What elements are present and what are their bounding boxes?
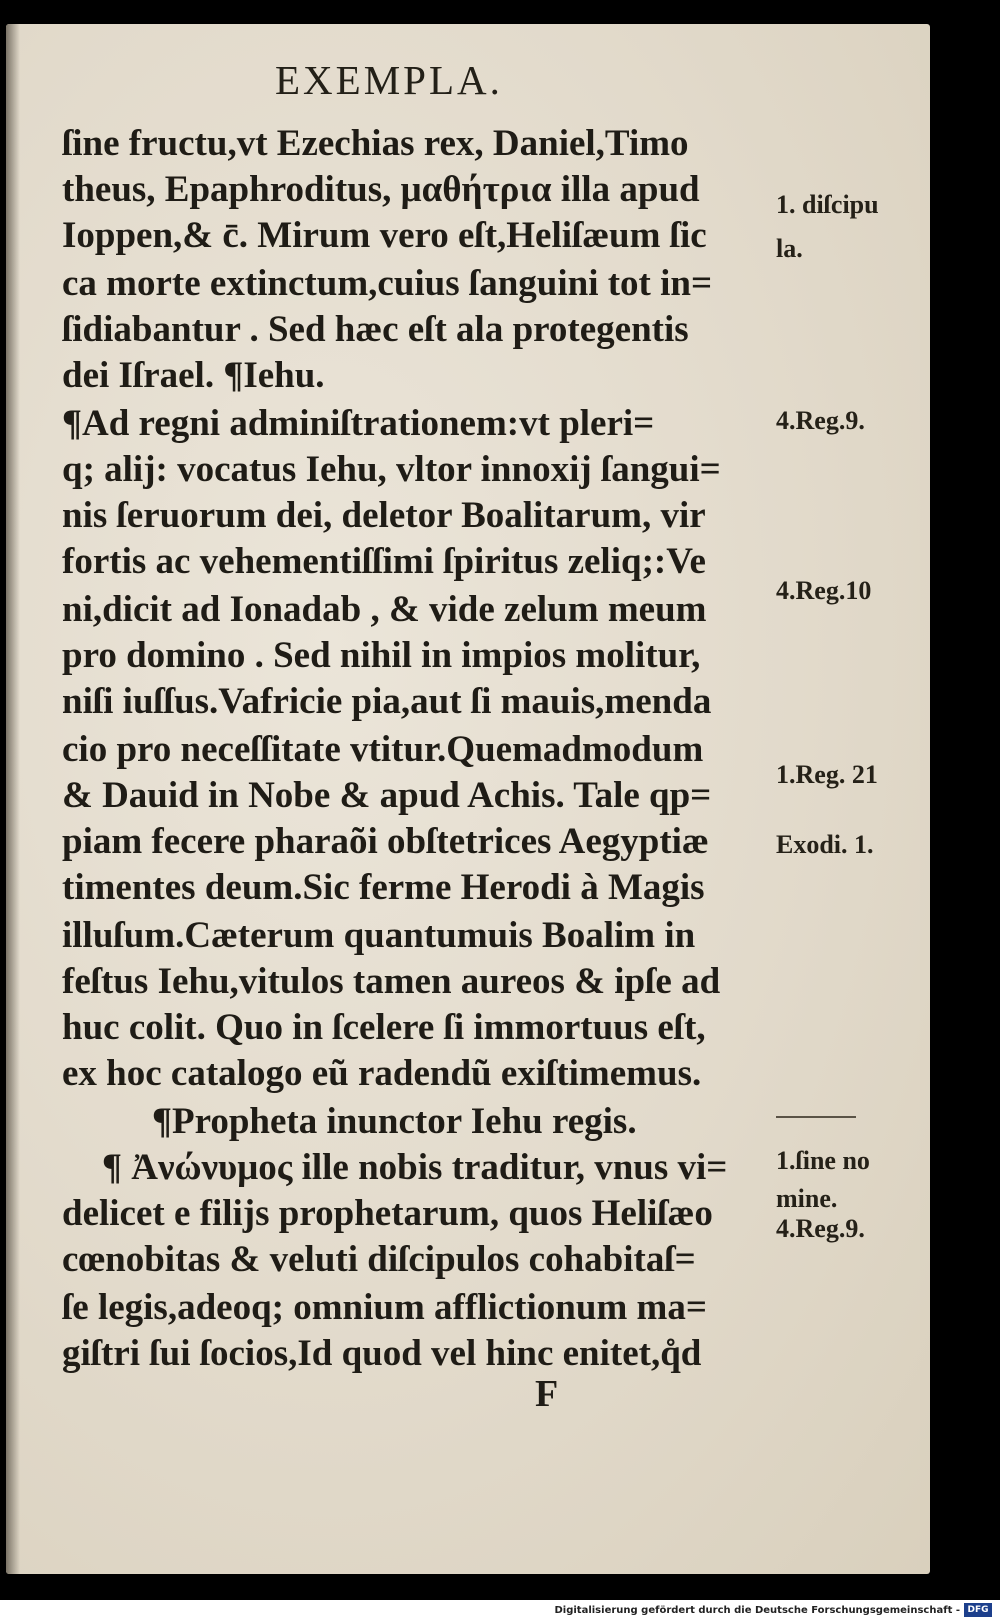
text-line: & Dauid in Nobe & apud Achis. Tale qp= [62, 775, 712, 816]
page-gutter-shadow [6, 24, 20, 1574]
margin-rule [776, 1116, 856, 1118]
text-line: piam fecere pharaõi obſtetrices Aegyptiæ [62, 821, 709, 862]
text-line: niſi iuſſus.Vafricie pia,aut ſi mauis,menda [62, 681, 712, 722]
text-line: Ioppen,& c̄. Mirum vero eſt,Heliſæum ſic [62, 215, 707, 256]
text-line: ſidiabantur . Sed hæc eſt ala protegentis [62, 309, 689, 350]
signature-mark: F [535, 1373, 559, 1415]
text-line: giſtri ſui ſocios,Id quod vel hinc enitet,q̊d [62, 1333, 702, 1374]
text-line: pro domino . Sed nihil in impios molitur, [62, 635, 701, 676]
margin-note: 1.Reg. 21 [776, 760, 878, 789]
dfg-logo[interactable]: DFG [964, 1603, 992, 1617]
text-line: ſe legis,adeoq; omnium afflictionum ma= [62, 1287, 707, 1328]
text-line: ni,dicit ad Ionadab , & vide zelum meum [62, 589, 707, 630]
text-line: ca morte extinctum,cuius ſanguini tot in= [62, 263, 713, 304]
margin-note: 1. diſcipu [776, 190, 879, 219]
text-line: timentes deum.Sic ferme Herodi à Magis [62, 867, 705, 908]
text-line: ¶Ad regni adminiſtrationem:vt pleri= [62, 403, 655, 444]
text-line: illuſum.Cæterum quantumuis Boalim in [62, 915, 696, 956]
footer-credit: Digitalisierung gefördert durch die Deutsche Forschungsgemeinschaft - [554, 1605, 960, 1616]
margin-note: 4.Reg.9. [776, 1214, 865, 1243]
text-line: cœnobitas & veluti diſcipulos cohabitaſ= [62, 1239, 696, 1280]
text-line: delicet e filijs prophetarum, quos Heliſæo [62, 1193, 713, 1234]
margin-note: 1.ſine no [776, 1146, 870, 1175]
text-line: ex hoc catalogo eũ radendũ exiſtimemus. [62, 1053, 702, 1094]
text-line: huc colit. Quo in ſcelere ſi immortuus eſt, [62, 1007, 706, 1048]
margin-note: 4.Reg.10 [776, 576, 872, 605]
running-head: EXEMPLA. [275, 57, 503, 103]
text-line: dei Iſrael. ¶Iehu. [62, 355, 325, 396]
text-line: nis ſeruorum dei, deletor Boalitarum, vir [62, 495, 706, 536]
margin-note: la. [776, 234, 803, 263]
show-through-ghost-text [750, 58, 910, 98]
text-line: theus, Epaphroditus, μαθήτρια illa apud [62, 169, 700, 210]
margin-note: 4.Reg.9. [776, 406, 865, 435]
text-line: q; alij: vocatus Iehu, vltor innoxij ſangui= [62, 449, 721, 490]
text-line: fortis ac vehementiſſimi ſpiritus zeliq;:Ve [62, 541, 706, 582]
section-heading: ¶Propheta inunctor Iehu regis. [152, 1101, 637, 1142]
margin-note: mine. [776, 1184, 838, 1213]
text-line: cio pro neceſſitate vtitur.Quemadmodum [62, 729, 704, 770]
text-line: ſine fructu,vt Ezechias rex, Daniel,Timo [62, 123, 689, 164]
margin-note: Exodi. 1. [776, 830, 874, 859]
text-line: ¶ Ἀνώνυμος ille nobis traditur, vnus vi= [102, 1147, 728, 1188]
text-line: feſtus Iehu,vitulos tamen aureos & ipſe ad [62, 961, 721, 1002]
